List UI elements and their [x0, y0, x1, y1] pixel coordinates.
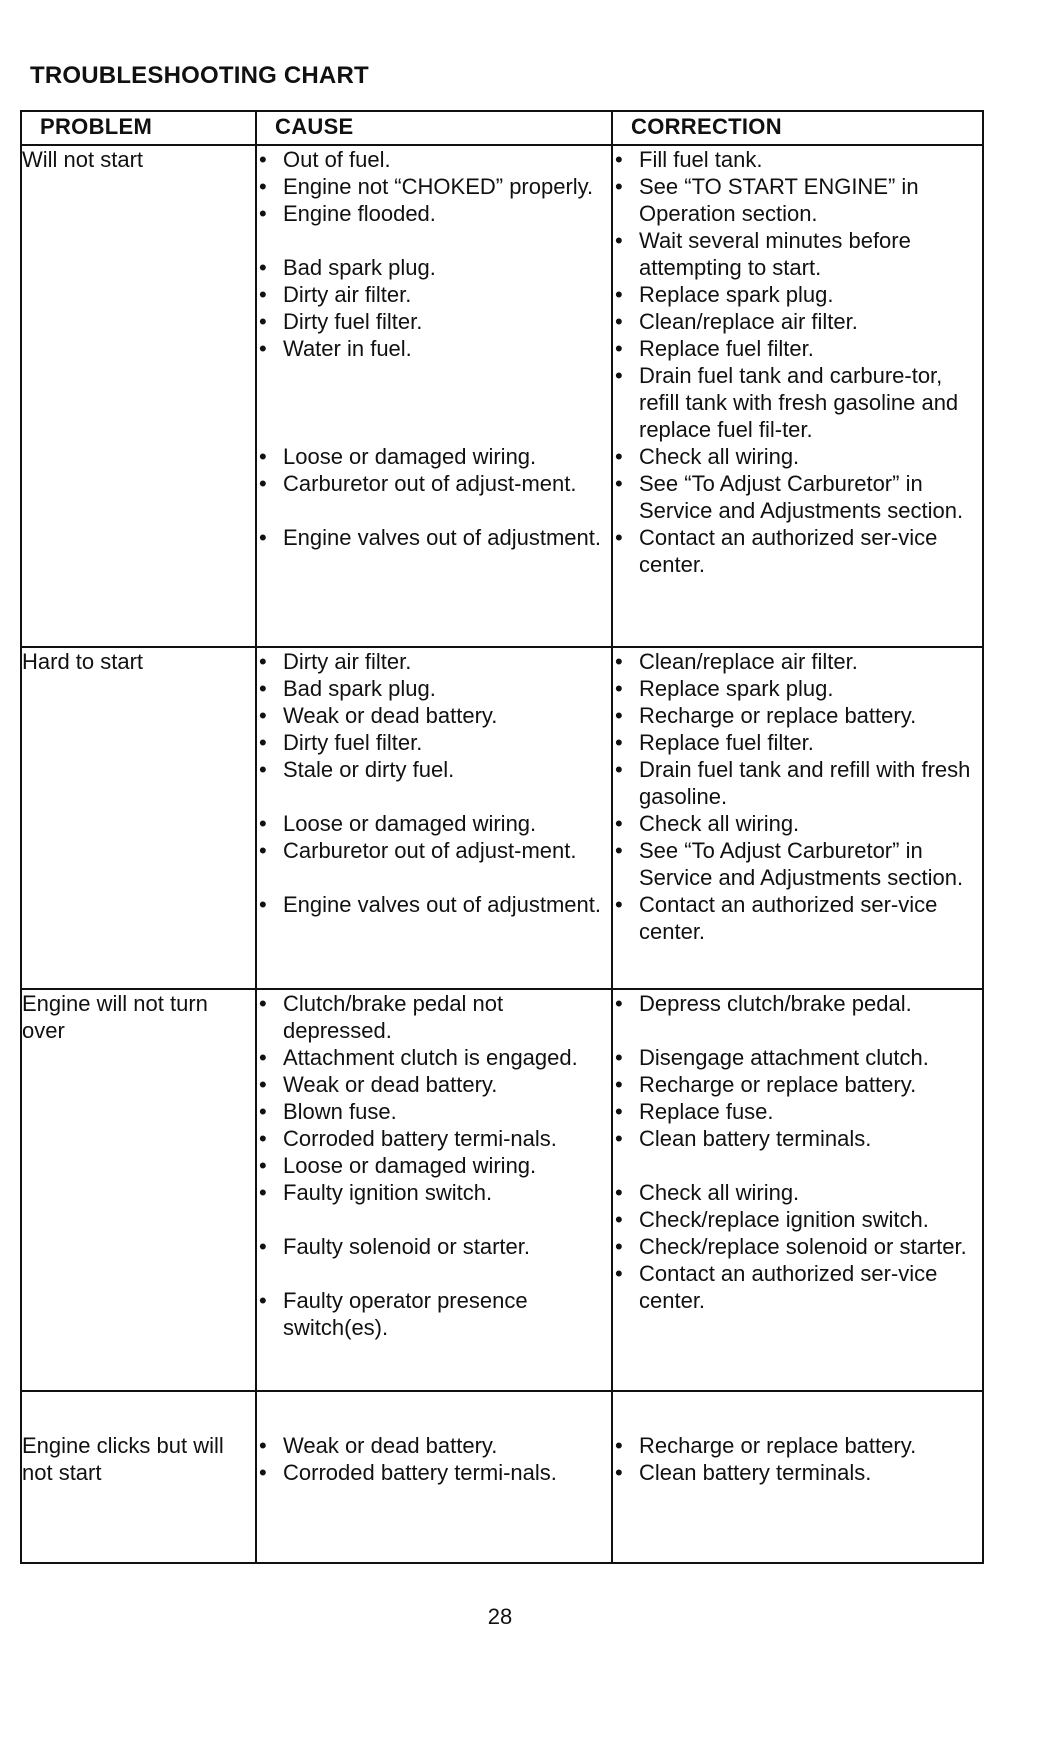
correction-item: • Replace fuse. [613, 1098, 982, 1125]
cause-item: • Engine valves out of adjustment. [257, 524, 611, 551]
correction-item: • Check all wiring. [613, 810, 982, 837]
correction-item: • Replace spark plug. [613, 281, 982, 308]
correction-item: • Check all wiring. [613, 1179, 982, 1206]
cause-item: • Weak or dead battery. [257, 702, 611, 729]
cause-item: • Faulty ignition switch. [257, 1179, 611, 1206]
cause-item: • Loose or damaged wiring. [257, 810, 611, 837]
problem-cell: Hard to start [21, 647, 256, 989]
cause-item: • Faulty operator presence switch(es). [257, 1287, 611, 1341]
correction-cell [612, 989, 983, 1391]
cause-item: • Blown fuse. [257, 1098, 611, 1125]
correction-item: • Clean battery terminals. [613, 1459, 982, 1486]
cause-cell [256, 1391, 612, 1563]
cause-item: • Out of fuel. [257, 146, 611, 173]
correction-item: • See “To Adjust Carburetor” in Service and Adjustments section. [613, 470, 982, 524]
table-row [21, 1391, 983, 1563]
correction-item: • See “To Adjust Carburetor” in Service and Adjustments section. [613, 837, 982, 891]
table-row [21, 145, 983, 647]
correction-cell [612, 1391, 983, 1563]
correction-item: • Contact an authorized ser-vice center. [613, 1260, 982, 1314]
correction-item: • Wait several minutes before attempting to start. [613, 227, 982, 281]
cause-item: • Bad spark plug. [257, 254, 611, 281]
cause-item: • Clutch/brake pedal not depressed. [257, 990, 611, 1044]
header-row [21, 111, 983, 145]
troubleshooting-table [20, 110, 984, 1564]
cause-item: • Bad spark plug. [257, 675, 611, 702]
cause-item: • Weak or dead battery. [257, 1071, 611, 1098]
correction-item: • Clean/replace air filter. [613, 648, 982, 675]
correction-item: • Recharge or replace battery. [613, 1071, 982, 1098]
cause-item: • Dirty fuel filter. [257, 308, 611, 335]
correction-item: • See “TO START ENGINE” in Operation section. [613, 173, 982, 227]
correction-item: • Recharge or replace battery. [613, 702, 982, 729]
cause-item: • Engine not “CHOKED” properly. [257, 173, 611, 200]
correction-item: • Check/replace ignition switch. [613, 1206, 982, 1233]
cause-item: • Carburetor out of adjust-ment. [257, 837, 611, 864]
cause-header: CAUSE [256, 111, 612, 145]
cause-item: • Faulty solenoid or starter. [257, 1233, 611, 1260]
correction-item: • Replace spark plug. [613, 675, 982, 702]
correction-item: • Contact an authorized ser-vice center. [613, 891, 982, 945]
correction-item: • Drain fuel tank and refill with fresh gasoline. [613, 756, 982, 810]
cause-cell [256, 145, 612, 647]
table-row [21, 989, 983, 1391]
correction-item: • Replace fuel filter. [613, 729, 982, 756]
correction-item: • Clean battery terminals. [613, 1125, 982, 1152]
cause-item: • Dirty fuel filter. [257, 729, 611, 756]
cause-item: • Carburetor out of adjust-ment. [257, 470, 611, 497]
cause-item: • Weak or dead battery. [257, 1432, 611, 1459]
cause-cell [256, 647, 612, 989]
correction-cell [612, 647, 983, 989]
cause-item: • Dirty air filter. [257, 281, 611, 308]
cause-cell [256, 989, 612, 1391]
problem-cell: Engine will not turn over [21, 989, 256, 1391]
correction-item: • Disengage attachment clutch. [613, 1044, 982, 1071]
problem-cell: Engine clicks but will not start [21, 1391, 256, 1563]
table-row [21, 647, 983, 989]
cause-item: • Dirty air filter. [257, 648, 611, 675]
correction-item: • Depress clutch/brake pedal. [613, 990, 982, 1017]
cause-item: • Engine flooded. [257, 200, 611, 227]
correction-item: • Contact an authorized ser-vice center. [613, 524, 982, 578]
page-title: TROUBLESHOOTING CHART [30, 62, 369, 89]
problem-cell: Will not start [21, 145, 256, 647]
correction-cell [612, 145, 983, 647]
correction-item: • Check all wiring. [613, 443, 982, 470]
cause-item: • Corroded battery termi-nals. [257, 1459, 611, 1486]
cause-item: • Loose or damaged wiring. [257, 1152, 611, 1179]
cause-item: • Water in fuel. [257, 335, 611, 362]
correction-header: CORRECTION [612, 111, 983, 145]
cause-item: • Attachment clutch is engaged. [257, 1044, 611, 1071]
cause-item: • Loose or damaged wiring. [257, 443, 611, 470]
page-number: 28 [487, 1604, 513, 1629]
problem-header: PROBLEM [21, 111, 256, 145]
cause-item: • Stale or dirty fuel. [257, 756, 611, 783]
correction-item: • Check/replace solenoid or starter. [613, 1233, 982, 1260]
correction-item: • Recharge or replace battery. [613, 1432, 982, 1459]
correction-item: • Clean/replace air filter. [613, 308, 982, 335]
correction-item: • Drain fuel tank and carbure-tor, refill tank with fresh gasoline and replace fuel fil-ter. [613, 362, 982, 443]
correction-item: • Fill fuel tank. [613, 146, 982, 173]
cause-item: • Engine valves out of adjustment. [257, 891, 611, 918]
cause-item: • Corroded battery termi-nals. [257, 1125, 611, 1152]
correction-item: • Replace fuel filter. [613, 335, 982, 362]
